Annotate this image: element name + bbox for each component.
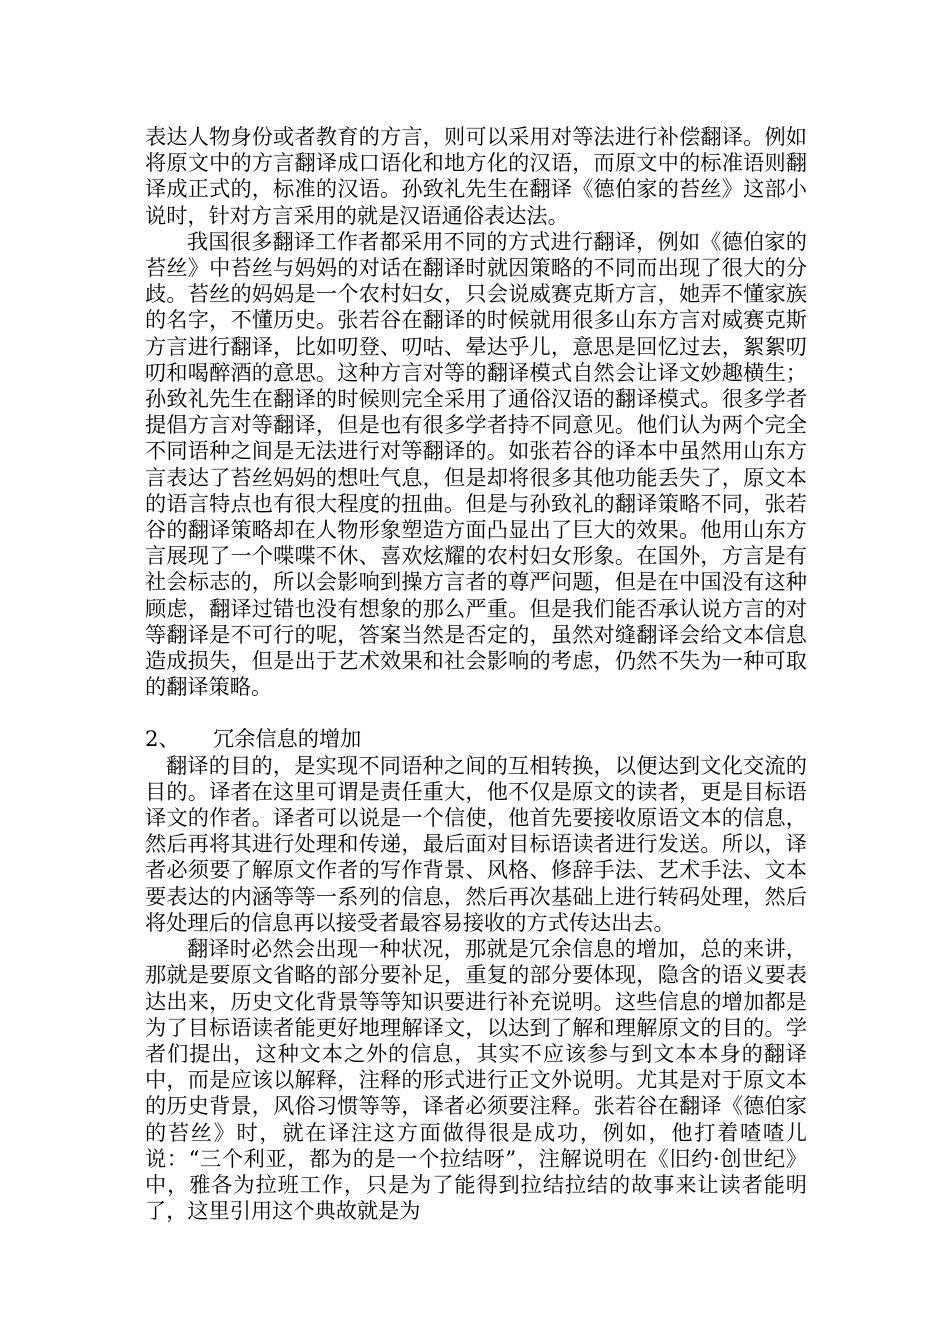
paragraph-dialect-compensation: 表达人物身份或者教育的方言，则可以采用对等法进行补偿翻译。例如将原文中的方言翻译成口语化和地方化的汉语，而原文中的标准语则翻译成正式的，标准的汉语。孙致礼先生在翻译《德伯家的苔丝》这部小说时，针对方言采用的就是汉语通俗表达法。 (145, 124, 807, 228)
section-heading (145, 726, 807, 752)
paragraph-tess-translation-strategies: 我国很多翻译工作者都采用不同的方式进行翻译，例如《德伯家的苔丝》中苔丝与妈妈的对话在翻译时就因策略的不同而出现了很大的分歧。苔丝的妈妈是一个农村妇女，只会说威赛克斯方言，她弄不懂家族的名字，不懂历史。张若谷在翻译的时候就用很多山东方言对威赛克斯方言进行翻译，比如叨登、叨咕、晕达乎儿，意思是回忆过去，絮絮叨叨和喝醉酒的意思。这种方言对等的翻译模式自然会让译文妙趣横生；孙致礼先生在翻译的时候则完全采用了通俗汉语的翻译模式。很多学者提倡方言对等翻译，但是也有很多学者持不同意见。他们认为两个完全不同语种之间是无法进行对等翻译的。如张若谷的译本中虽然用山东方言表达了苔丝妈妈的想吐气息，但是却将很多其他功能丢失了，原文本的语言特点也有很大程度的扭曲。但是与孙致礼的翻译策略不同，张若谷的翻译策略却在人物形象塑造方面凸显出了巨大的效果。他用山东方言展现了一个喋喋不休、喜欢炫耀的农村妇女形象。在国外，方言是有社会标志的，所以会影响到操方言者的尊严问题，但是在中国没有这种顾虑，翻译过错也没有想象的那么严重。但是我们能否承认说方言的对等翻译是不可行的呢，答案当然是否定的，虽然对缝翻译会给文本信息造成损失，但是出于艺术效果和社会影响的考虑，仍然不失为一种可取的翻译策略。 (145, 228, 807, 700)
section-number: 2、 (145, 726, 180, 752)
blank-line (145, 700, 807, 726)
paragraph-translation-purpose: 翻译的目的，是实现不同语种之间的互相转换，以便达到文化交流的目的。译者在这里可谓是责任重大，他不仅是原文的读者，更是目标语译文的作者。译者可以说是一个信使，他首先要接收原语文本的信息，然后再将其进行处理和传递，最后面对目标语读者进行发送。所以，译者必须要了解原文作者的写作背景、风格、修辞手法、艺术手法、文本要表达的内涵等等一系列的信息，然后再次基础上进行转码处理，然后将处理后的信息再以接受者最容易接收的方式传达出去。 (145, 752, 807, 935)
document-page (145, 124, 807, 1224)
paragraph-redundant-information: 翻译时必然会出现一种状况，那就是冗余信息的增加，总的来讲，那就是要原文省略的部分要补足，重复的部分要体现，隐含的语义要表达出来，历史文化背景等等知识要进行补充说明。这些信息的增加都是为了目标语读者能更好地理解译文，以达到了解和理解原文的目的。学者们提出，这种文本之外的信息，其实不应该参与到文本本身的翻译中，而是应该以解释，注释的形式进行正文外说明。尤其是对于原文本的历史背景，风俗习惯等等，译者必须要注释。张若谷在翻译《德伯家的苔丝》时，就在译注这方面做得很是成功，例如，他打着喳喳儿说：“三个利亚，都为的是一个拉结呀”，注解说明在《旧约·创世纪》中，雅各为拉班工作，只是为了能得到拉结拉结的故事来让读者能明了，这里引用这个典故就是为 (145, 936, 807, 1224)
section-title: 冗余信息的增加 (213, 726, 362, 752)
